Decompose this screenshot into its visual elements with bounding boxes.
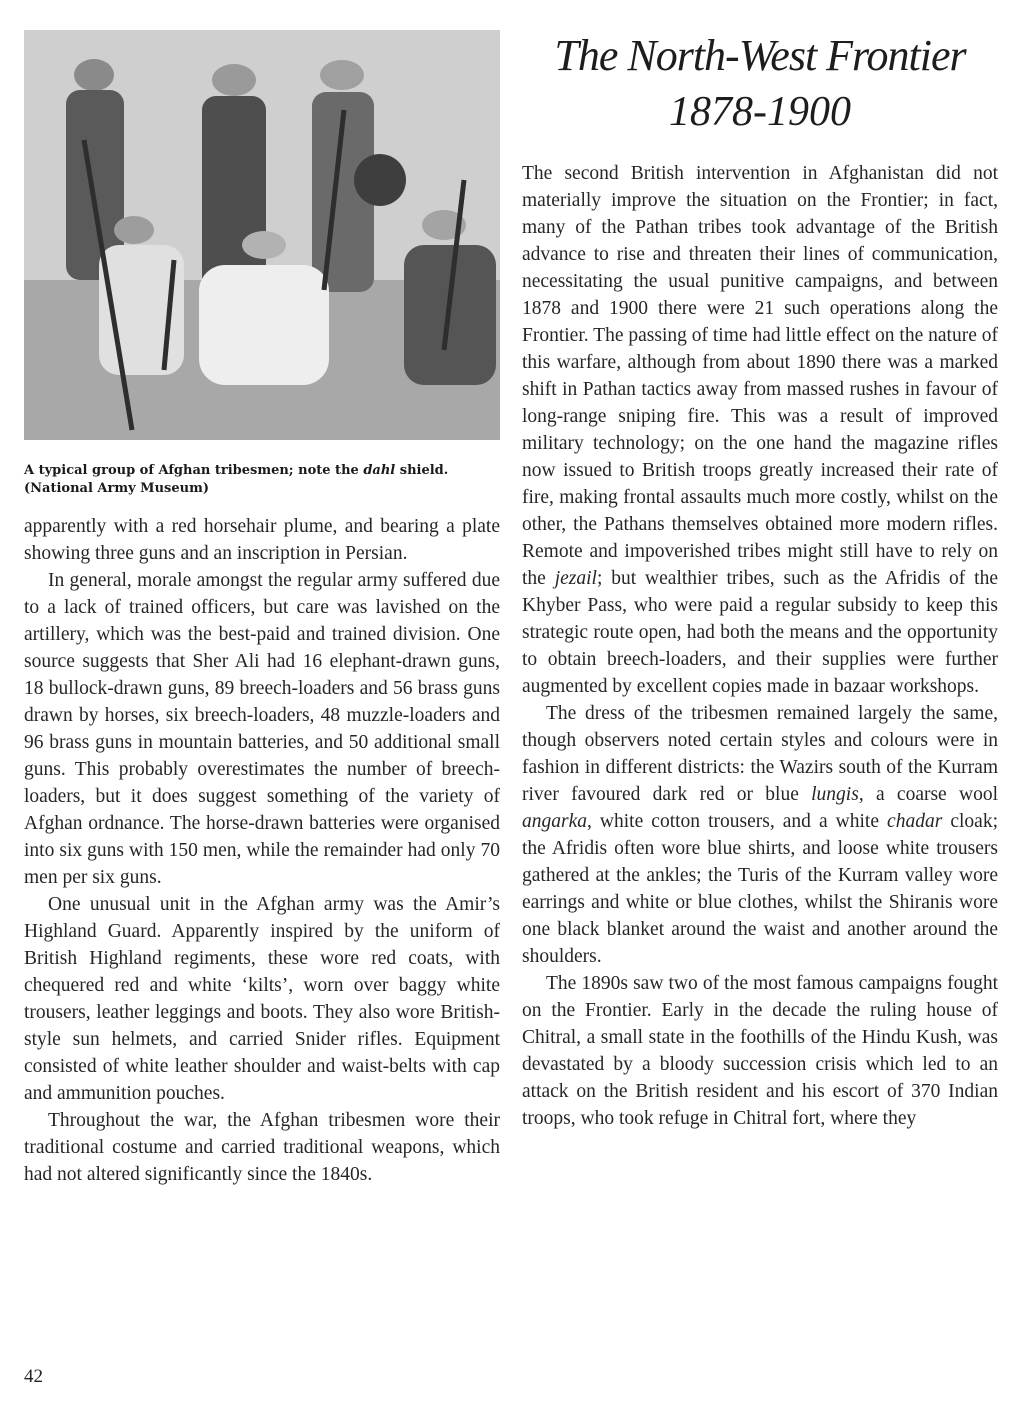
left-column [24, 513, 500, 1188]
term-lungis: lungis [811, 784, 859, 805]
term-jezail: jezail [554, 568, 597, 589]
term-angarka: angarka [522, 811, 587, 832]
right-paragraph-3: The 1890s saw two of the most famous campaigns fought on the Frontier. Early in the decade the ruling house of Chitral, a small state in the foothills of the Hindu Kush, was devastated by a bloody succession crisis which led to an attack on the British resident and his escort of 370 Indian troops, who took refuge in Chitral fort, where they [522, 973, 998, 1129]
article-title [522, 28, 998, 140]
right-column [522, 160, 998, 1132]
caption-credit: (National Army Museum) [24, 481, 209, 496]
caption-text: A typical group of Afghan tribesmen; note the dahl shield. [24, 463, 449, 478]
photo-caption [24, 462, 504, 498]
left-paragraph-1: apparently with a red horsehair plume, and bearing a plate showing three guns and an inscription in Persian. [24, 516, 500, 564]
left-paragraph-3: One unusual unit in the Afghan army was the Amir’s Highland Guard. Apparently inspired by the uniform of British Highland regiments, these wore red coats, with chequered red and white ‘kilts’, worn over baggy white trousers, leather leggings and boots. They also wore British-style sun helmets, and carried Snider rifles. Equipment consisted of white leather shoulder and waist-belts with cap and ammunition pouches. [24, 894, 500, 1104]
tribesmen-photo [24, 30, 500, 440]
right-paragraph-2: The dress of the tribesmen remained largely the same, though observers noted certain styles and colours were in fashion in different districts: the Wazirs south of the Kurram river favoured dark red or blue lungis, a coarse wool angarka, white cotton trousers, and a white chadar cloak; the Afridis often wore blue shirts, and loose white trousers gathered at the ankles; the Turis of the Kurram valley wore earrings and white or blue clothes, whilst the Shiranis wore one black blanket around the waist and another around the shoulders. [522, 703, 998, 967]
caption-italic-word: dahl [363, 463, 396, 478]
page-number: 42 [24, 1366, 43, 1387]
tribesmen-photo-drawing [24, 30, 500, 440]
title-dates: 1878-1900 [669, 89, 851, 135]
title-line-1: The North-West Frontier [554, 31, 966, 80]
right-paragraph-1: The second British intervention in Afghanistan did not materially improve the situation on the Frontier; in fact, many of the Pathan tribes took advantage of the British advance to rise and threaten their lines of communication, necessitating the usual punitive campaigns, and between 1878 and 1900 there were 21 such operations along the Frontier. The passing of time had little effect on the nature of this warfare, although from about 1890 there was a marked shift in Pathan tactics away from massed rushes in favour of long-range sniping fire. This was a result of improved military technology; on the one hand the magazine rifles now issued to British troops greatly increased their rate of fire, making frontal assaults much more costly, whilst on the other, the Pathans themselves obtained more modern rifles. Remote and impoverished tribes might still have to rely on the jezail; but wealthier tribes, such as the Afridis of the Khyber Pass, who were paid a regular subsidy to keep this strategic route open, had both the means and the opportunity to obtain breech-loaders, and their supplies were further augmented by excellent copies made in bazaar workshops. [522, 163, 998, 697]
left-paragraph-4: Throughout the war, the Afghan tribesmen wore their traditional costume and carried traditional weapons, which had not altered significantly since the 1840s. [24, 1110, 500, 1185]
term-chadar: chadar [887, 811, 943, 832]
left-paragraph-2: In general, morale amongst the regular army suffered due to a lack of trained officers, but care was lavished on the artillery, which was the best-paid and trained division. One source suggests that Sher Ali had 16 elephant-drawn guns, 18 bullock-drawn guns, 89 breech-loaders and 56 brass guns drawn by horses, six breech-loaders, 48 muzzle-loaders and 96 brass guns in mountain batteries, and 50 additional small guns. This probably overestimates the number of breech-loaders, but it does suggest something of the variety of Afghan ordnance. The horse-drawn batteries were organised into six guns with 150 men, while the remainder had only 70 men per six guns. [24, 570, 500, 888]
